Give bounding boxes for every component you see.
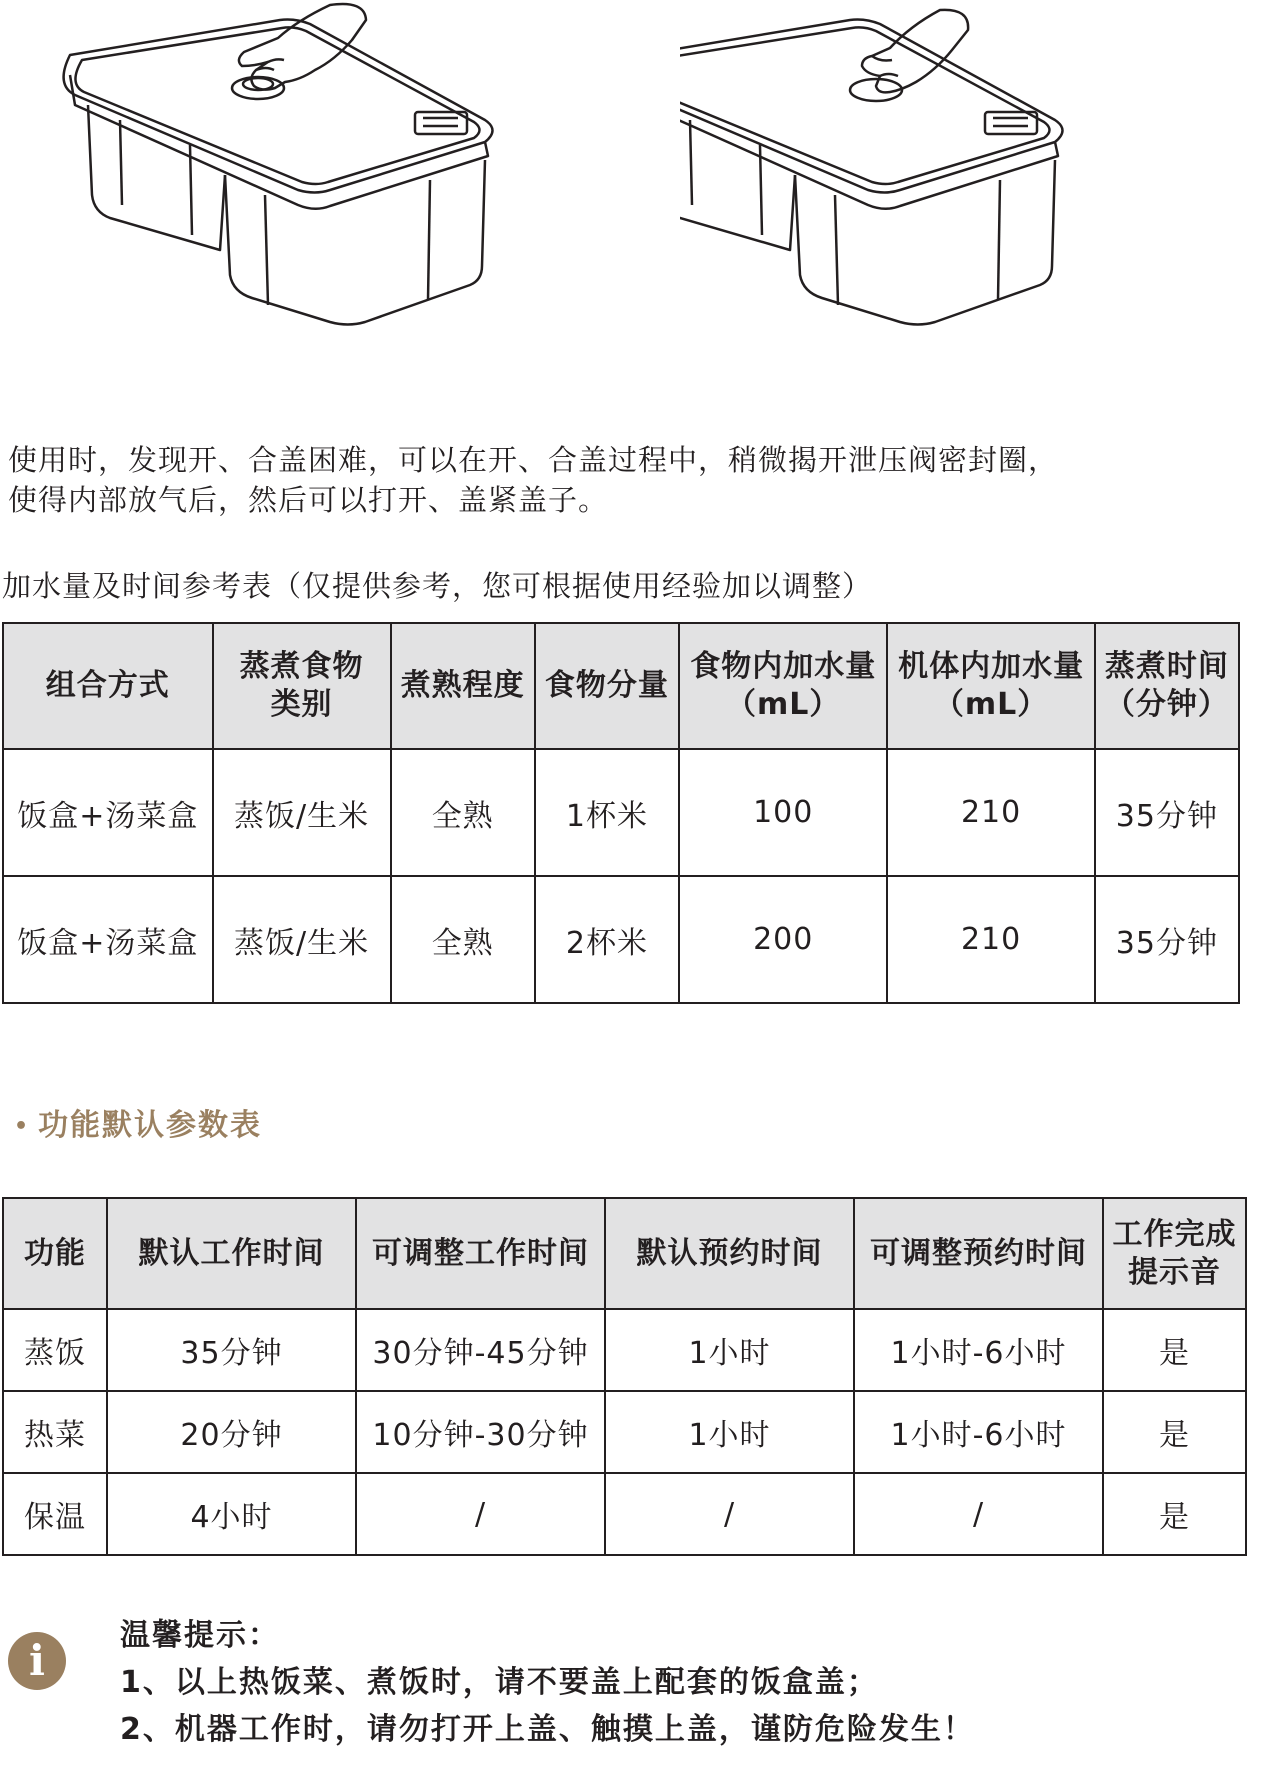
header-line: 工作完成 [1112,1216,1237,1252]
info-icon: i [8,1632,66,1690]
section-title [14,1100,262,1144]
header-line: （mL） [726,687,841,722]
intro-line: 使用时，发现开、合盖困难，可以在开、合盖过程中，稍微揭开泄压阀密封圈， [8,443,1059,477]
column-header [213,623,391,749]
table-row [3,1391,1246,1473]
table-header-row [3,623,1239,749]
column-header [887,623,1094,749]
table-cell: 全熟 [391,876,535,1003]
table-cell: 蒸饭/生米 [213,749,391,876]
table-cell: 2杯米 [535,876,679,1003]
tips-title: 温馨提示： [120,1618,280,1653]
table-row [3,1473,1246,1555]
header-line: 类别 [270,687,333,722]
table-cell: 35分钟 [1095,749,1239,876]
column-header: 食物分量 [535,623,679,749]
column-header [679,623,887,749]
header-line: （mL） [933,687,1049,722]
column-header [1095,623,1239,749]
table-cell: 保温 [3,1473,107,1555]
table-cell: 1小时 [605,1309,854,1391]
function-default-parameter-table [2,1197,1247,1556]
header-line: 提示音 [1128,1254,1221,1290]
table-cell: 1小时 [605,1391,854,1473]
table-cell: 热菜 [3,1391,107,1473]
table-cell: 1杯米 [535,749,679,876]
table-cell: 10分钟-30分钟 [356,1391,605,1473]
header-line: （分钟） [1104,687,1229,722]
column-header: 默认预约时间 [605,1198,854,1309]
table-row [3,1309,1246,1391]
table-cell: 饭盒+汤菜盒 [3,749,213,876]
column-header: 功能 [3,1198,107,1309]
table-row [3,876,1239,1003]
table-cell: 1小时-6小时 [854,1309,1103,1391]
column-header: 组合方式 [3,623,213,749]
header-line: 蒸煮时间 [1104,649,1229,684]
water-time-reference-table [2,622,1240,1004]
table-cell: 200 [679,876,887,1003]
table-header-row [3,1198,1246,1309]
table-cell: 210 [887,876,1094,1003]
table-cell: 4小时 [107,1473,356,1555]
table-cell: 20分钟 [107,1391,356,1473]
table-cell: 210 [887,749,1094,876]
header-line: 食物内加水量 [690,649,877,684]
header-line: 蒸煮食物 [239,649,364,684]
table1-caption: 加水量及时间参考表（仅提供参考，您可根据使用经验加以调整） [2,569,873,603]
table-cell: 全熟 [391,749,535,876]
lunchbox-illustration-press-valve [30,0,590,350]
column-header: 煮熟程度 [391,623,535,749]
table-cell: 100 [679,749,887,876]
column-header: 可调整预约时间 [854,1198,1103,1309]
column-header [1103,1198,1246,1309]
header-line: 机体内加水量 [898,649,1085,684]
column-header: 可调整工作时间 [356,1198,605,1309]
table-cell: 饭盒+汤菜盒 [3,876,213,1003]
lunchbox-illustration-lift-valve [680,0,1240,350]
column-header: 默认工作时间 [107,1198,356,1309]
table-cell: 35分钟 [107,1309,356,1391]
table-cell: 蒸饭/生米 [213,876,391,1003]
table-row [3,749,1239,876]
table-cell: / [356,1473,605,1555]
intro-paragraph [8,440,1258,520]
table-cell: 蒸饭 [3,1309,107,1391]
section-bullet: • [14,1114,31,1139]
table-cell: / [605,1473,854,1555]
table-cell: 是 [1103,1391,1246,1473]
tip-item: 2、机器工作时，请勿打开上盖、触摸上盖，谨防危险发生！ [120,1712,975,1747]
table-cell: 是 [1103,1473,1246,1555]
table-cell: 1小时-6小时 [854,1391,1103,1473]
intro-line: 使得内部放气后，然后可以打开、盖紧盖子。 [8,483,609,517]
table-cell: / [854,1473,1103,1555]
section-title-text: 功能默认参数表 [38,1108,263,1143]
tips-block [120,1612,975,1753]
table-cell: 35分钟 [1095,876,1239,1003]
tip-item: 1、以上热饭菜、煮饭时，请不要盖上配套的饭盒盖； [120,1665,879,1700]
table-cell: 30分钟-45分钟 [356,1309,605,1391]
table-cell: 是 [1103,1309,1246,1391]
